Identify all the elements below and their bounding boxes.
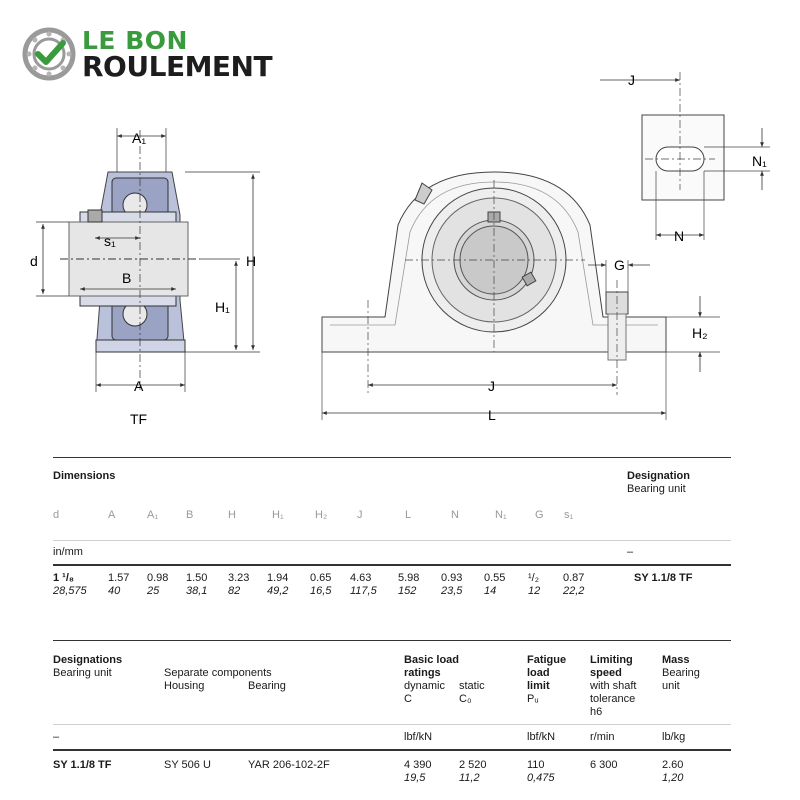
label-h2: H₂ — [692, 325, 708, 341]
dims-cell: 28,575 — [53, 585, 87, 597]
col-header: H — [228, 509, 236, 521]
dims-cell: 1.50 — [186, 572, 208, 584]
fatigue-lbf: 110 — [527, 759, 545, 771]
dynamic-header: dynamic — [404, 680, 445, 692]
label-h1: H₁ — [215, 299, 230, 315]
front-view — [322, 172, 720, 420]
fatigue-kn: 0,475 — [527, 772, 555, 784]
load-units: lbf/kN — [404, 731, 433, 743]
designations-sub: Bearing unit — [53, 667, 112, 679]
bearing-header: Bearing — [248, 680, 286, 692]
static-header: static — [459, 680, 485, 692]
load-header-rule — [53, 724, 731, 725]
dims-cell: 4.63 — [350, 572, 372, 584]
mass-units: lb/kg — [662, 731, 686, 743]
designation-sub: Bearing unit — [627, 483, 686, 495]
dims-cell: 1 ¹/₈ — [53, 572, 75, 584]
dims-cell: 0.55 — [484, 572, 506, 584]
dims-cell: 14 — [484, 585, 497, 597]
dims-title: Dimensions — [53, 470, 116, 482]
dims-header-rule — [53, 540, 731, 541]
col-header: H₂ — [315, 509, 328, 521]
col-header: B — [186, 509, 194, 521]
dims-cell: 12 — [528, 585, 541, 597]
load-units-rule — [53, 749, 731, 751]
fatigue-symbol: Pᵤ — [527, 693, 539, 705]
dims-cell: 16,5 — [310, 585, 332, 597]
dynamic-symbol: C — [404, 693, 412, 705]
col-header: A₁ — [147, 509, 159, 521]
dims-cell: 152 — [398, 585, 417, 597]
label-d: d — [30, 253, 38, 269]
dynamic-lbf: 4 390 — [404, 759, 432, 771]
label-n: N — [674, 228, 685, 244]
limiting-header: tolerance — [590, 693, 636, 705]
dims-cell: 40 — [108, 585, 121, 597]
static-kn: 11,2 — [459, 772, 480, 784]
limiting-header: with shaft — [590, 680, 637, 692]
fatigue-units: lbf/kN — [527, 731, 556, 743]
dims-cell: 3.23 — [228, 572, 250, 584]
bearing-value: YAR 206-102-2F — [248, 759, 330, 771]
dims-cell: 82 — [228, 585, 241, 597]
fatigue-header: Fatigue — [527, 654, 567, 666]
dims-cell: 5.98 — [398, 572, 420, 584]
dims-cell: ¹/₂ — [528, 572, 539, 584]
fatigue-header: limit — [527, 680, 550, 692]
mass-lb: 2.60 — [662, 759, 684, 771]
basic-load-header: Basic load — [404, 654, 460, 666]
col-header: G — [535, 509, 544, 521]
housing-header: Housing — [164, 680, 205, 692]
load-units-dash: – — [53, 731, 60, 743]
dims-units: in/mm — [53, 546, 83, 558]
speed-value: 6 300 — [590, 759, 618, 771]
dims-cell: 22,2 — [563, 585, 585, 597]
col-header: H₁ — [272, 509, 284, 521]
label-j: J — [488, 378, 495, 394]
load-top-rule — [53, 640, 731, 641]
housing-value: SY 506 U — [164, 759, 211, 771]
col-header: N — [451, 509, 459, 521]
col-header: L — [405, 509, 412, 521]
dims-units-rule — [53, 564, 731, 566]
unit-designation: SY 1.1/8 TF — [53, 759, 112, 771]
dims-units-designation: – — [627, 546, 634, 558]
static-symbol: C₀ — [459, 693, 472, 705]
separate-components: Separate components — [164, 667, 272, 679]
dims-cell: 25 — [147, 585, 160, 597]
static-lbf: 2 520 — [459, 759, 487, 771]
ratings-header: ratings — [404, 667, 441, 679]
label-tf: TF — [130, 411, 148, 427]
label-h: H — [246, 253, 257, 269]
label-a: A — [134, 378, 144, 394]
dims-cell: 0.87 — [563, 572, 585, 584]
dims-top-rule — [53, 457, 731, 458]
dims-cell: 1.94 — [267, 572, 289, 584]
fatigue-header: load — [527, 667, 550, 679]
col-header: d — [53, 509, 60, 521]
dims-cell: 23,5 — [441, 585, 463, 597]
dims-cell: 0.93 — [441, 572, 463, 584]
col-header: N₁ — [495, 509, 507, 521]
mass-header: unit — [662, 680, 680, 692]
limiting-header: Limiting — [590, 654, 633, 666]
label-g: G — [614, 257, 625, 273]
brand-line1: LE BON — [82, 26, 188, 55]
dims-cell: 0.98 — [147, 572, 169, 584]
label-a1: A₁ — [132, 130, 147, 146]
dynamic-kn: 19,5 — [404, 772, 426, 784]
label-s1: s₁ — [104, 233, 116, 249]
side-view — [36, 128, 260, 392]
col-header: J — [357, 509, 363, 521]
dims-cell: 49,2 — [267, 585, 289, 597]
label-b: B — [122, 270, 132, 286]
slot-detail-view — [600, 72, 770, 240]
label-l: L — [488, 407, 496, 423]
speed-units: r/min — [590, 731, 615, 743]
designation-title: Designation — [627, 470, 690, 482]
designations-title: Designations — [53, 654, 123, 666]
brand-line2: ROULEMENT — [82, 50, 273, 83]
dims-cell: 38,1 — [186, 585, 208, 597]
label-n1: N₁ — [752, 153, 767, 169]
mass-header: Mass — [662, 654, 690, 666]
dims-cell: 1.57 — [108, 572, 130, 584]
limiting-header: speed — [590, 667, 622, 679]
dims-designation: SY 1.1/8 TF — [634, 572, 693, 584]
dims-cell: 0.65 — [310, 572, 332, 584]
mass-header: Bearing — [662, 667, 700, 679]
col-header: A — [108, 509, 116, 521]
limiting-header: h6 — [590, 706, 603, 718]
mass-kg: 1,20 — [662, 772, 684, 784]
col-header: s₁ — [564, 509, 574, 521]
label-j-top: J — [628, 72, 635, 88]
dims-cell: 117,5 — [350, 585, 377, 597]
